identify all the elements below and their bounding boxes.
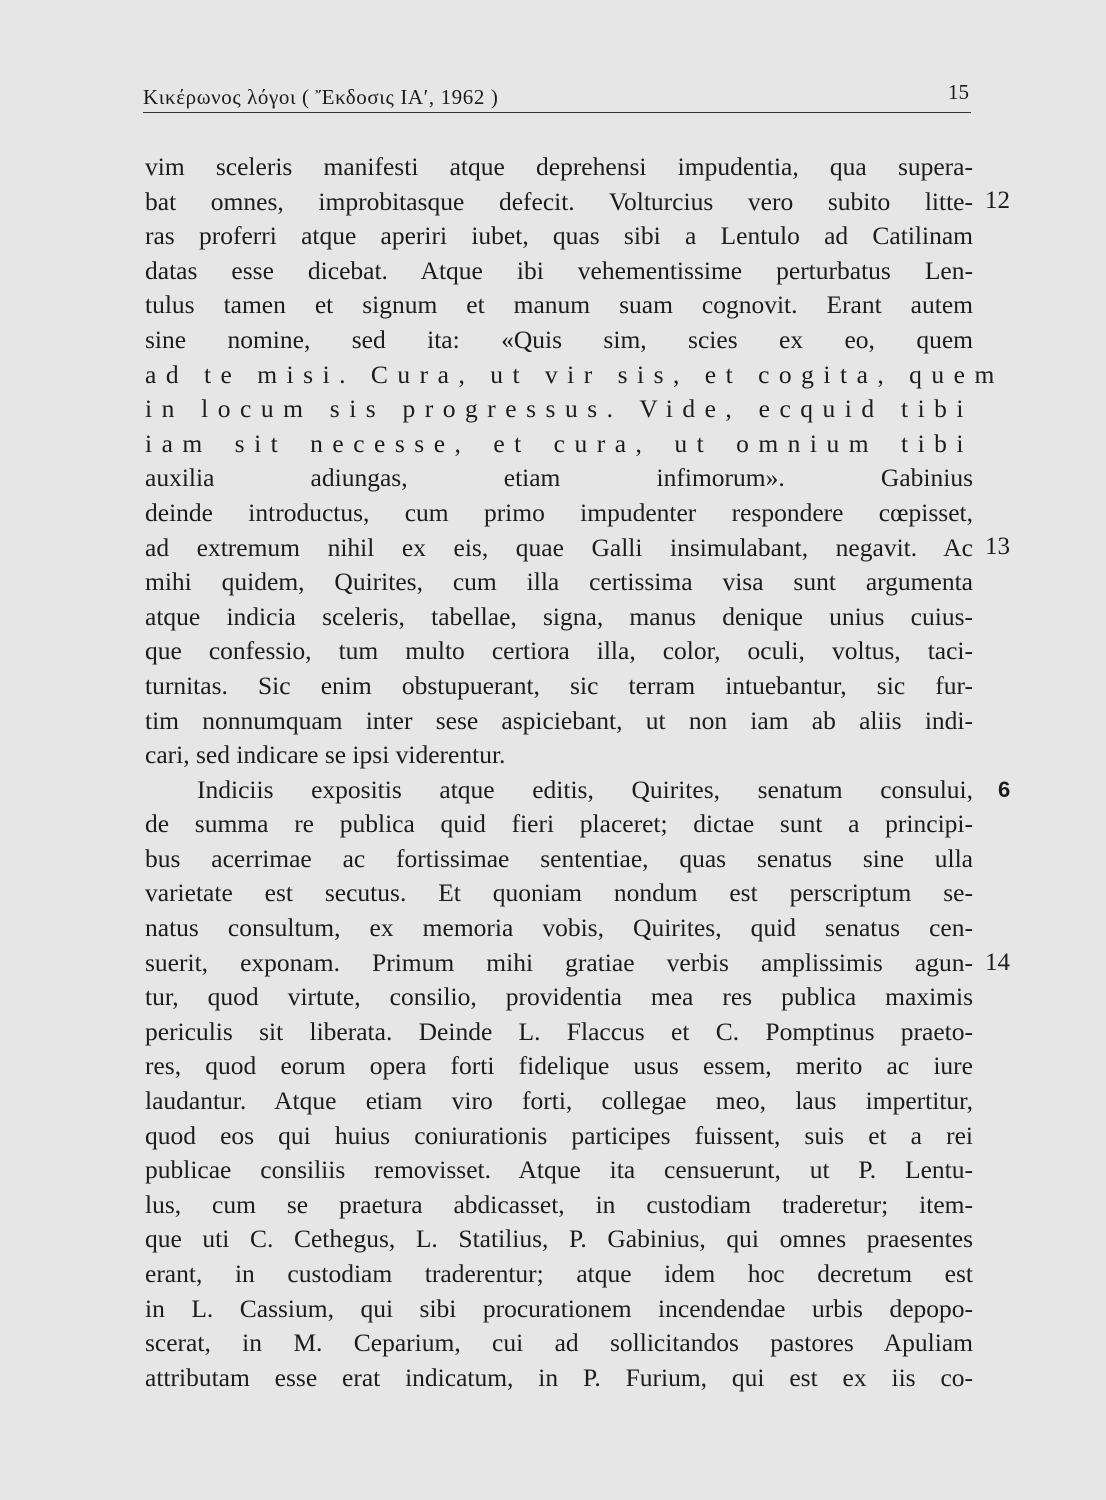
text-line-spaced: ad te misi. Cura, ut vir sis, et cogita, quem [145,359,1004,389]
text-line: natus consultum, ex memoria vobis, Quirites, quid senatus cen- [145,913,973,943]
text-line-indented: Indiciis expositis atque editis, Quirites, senatum consului, [197,774,973,804]
text-line: scerat, in M. Ceparium, cui ad sollicitandos pastores Apuliam [145,1328,973,1358]
text-line-spaced: in locum sis progressus. Vide, ecquid tibi [145,394,973,424]
text-line: tim nonnumquam inter sese aspiciebant, ut non iam ab aliis indi- [145,705,973,735]
text-line: de summa re publica quid fieri placeret; dictae sunt a principi- [145,809,973,839]
text-line: ad extremum nihil ex eis, quae Galli insimulabant, negavit. Ac [145,532,973,562]
text-line: tulus tamen et signum et manum suam cognovit. Erant autem [145,290,973,320]
running-header [143,76,971,113]
text-line: turnitas. Sic enim obstupuerant, sic terram intuebantur, sic fur- [145,670,973,700]
text-line: atque indicia sceleris, tabellae, signa, manus denique unius cuius- [145,601,973,631]
margin-chapter-number: 6 [998,777,1011,802]
text-line: quod eos qui huius coniurationis participes fuissent, suis et a rei [145,1120,973,1150]
text-line: in L. Cassium, qui sibi procurationem incendendae urbis depopo- [145,1293,973,1323]
text-line-spaced: iam sit necesse, et cura, ut omnium tibi [145,428,973,458]
text-line: periculis sit liberata. Deinde L. Flaccus et C. Pomptinus praeto- [145,1016,973,1046]
text-line: laudantur. Atque etiam viro forti, collegae meo, laus impertitur, [145,1086,973,1116]
text-line: auxilia adiungas, etiam infimorum». Gabinius [145,463,973,493]
margin-section-number: 14 [985,949,1010,976]
margin-section-number: 12 [985,187,1010,214]
text-line: vim sceleris manifesti atque deprehensi impudentia, qua supera- [145,152,973,181]
text-line: deinde introductus, cum primo impudenter respondere cœpisset, [145,497,973,527]
text-line: publicae consiliis removisset. Atque ita censuerunt, ut P. Lentu- [145,1155,973,1185]
text-line: tur, quod virtute, consilio, providentia mea res publica maximis [145,982,973,1012]
text-line: erant, in custodiam traderentur; atque idem hoc decretum est [145,1259,973,1288]
text-line: bus acerrimae ac fortissimae sententiae, quas senatus sine ulla [145,843,973,873]
page-number: 15 [948,80,969,104]
text-line: mihi quidem, Quirites, cum illa certissima visa sunt argumenta [145,567,973,597]
text-line: res, quod eorum opera forti fidelique usus essem, merito ac iure [145,1051,973,1081]
text-line: lus, cum se praetura abdicasset, in custodiam traderetur; item- [145,1189,973,1219]
text-line: que confessio, tum multo certiora illa, color, oculi, voltus, taci- [145,636,973,666]
text-line: datas esse dicebat. Atque ibi vehementissime perturbatus Len- [145,255,973,285]
text-line: cari, sed indicare se ipsi viderentur. [145,740,506,770]
text-line: bat omnes, improbitasque defecit. Volturcius vero subito litte- [145,186,973,216]
text-line: sine nomine, sed ita: «Quis sim, scies ex eo, quem [145,324,973,354]
margin-section-number: 13 [985,533,1010,560]
header-title: Κικέρωνος λόγοι ( Ἔκδοσις ΙΑ′, 1962 ) [143,85,499,109]
text-line: varietate est secutus. Et quoniam nondum est perscriptum se- [145,878,973,908]
text-line: ras proferri atque aperiri iubet, quas sibi a Lentulo ad Catilinam [145,221,973,251]
text-line: attributam esse erat indicatum, in P. Furium, qui est ex iis co- [145,1362,973,1392]
text-line: suerit, exponam. Primum mihi gratiae verbis amplissimis agun- [145,947,973,977]
text-line: que uti C. Cethegus, L. Statilius, P. Gabinius, qui omnes praesentes [145,1224,973,1254]
